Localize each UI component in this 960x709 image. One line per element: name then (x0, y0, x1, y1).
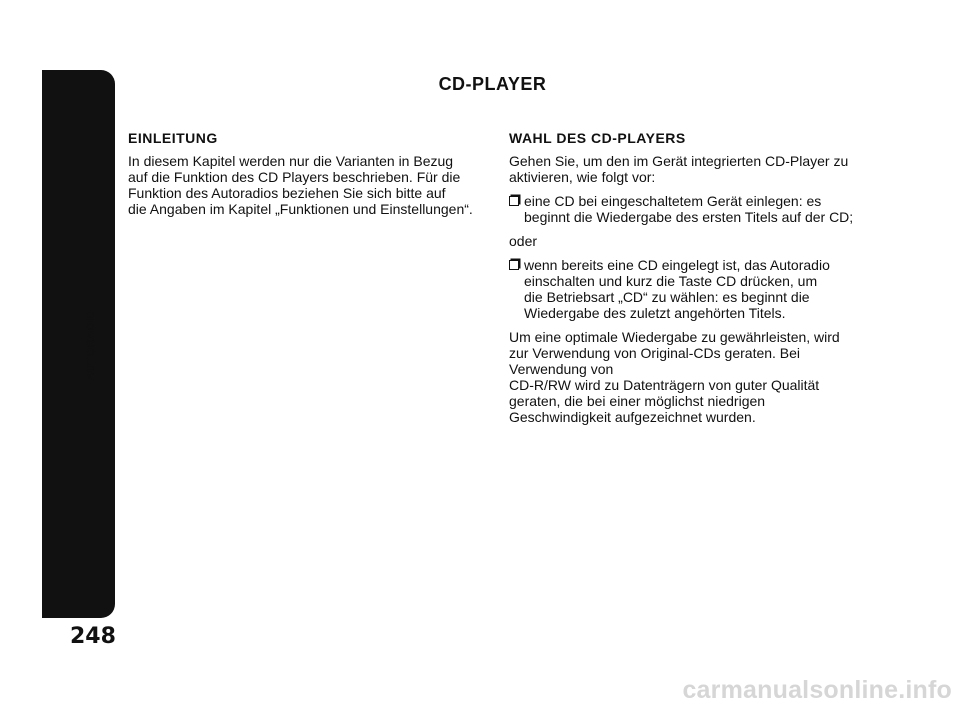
text-line: zur Verwendung von Original-CDs geraten. Bei (509, 345, 801, 361)
section-label: AUTORADIO (85, 309, 97, 381)
text-line: Wiedergabe des zuletzt angehörten Titels. (524, 305, 786, 321)
checkbox-bullet-icon (509, 196, 519, 206)
text-line: Gehen Sie, um den im Gerät integrierten CD-Player zu (509, 153, 849, 169)
text-line: CD-R/RW wird zu Datenträgern von guter Qualität (509, 377, 820, 393)
text-line: einschalten und kurz die Taste CD drücken, um (524, 273, 818, 289)
section-heading-einleitung: EINLEITUNG (128, 130, 218, 146)
intro-paragraph (128, 153, 488, 217)
right-column (509, 130, 869, 433)
text-line: Um eine optimale Wiedergabe zu gewährleisten, wird (509, 329, 840, 345)
quality-note-paragraph (509, 329, 869, 425)
text-line: beginnt die Wiedergabe des ersten Titels auf der CD; (524, 209, 854, 225)
left-column (128, 130, 488, 225)
text-line: auf die Funktion des CD Players beschrieben. Für die (128, 169, 461, 185)
text-line: In diesem Kapitel werden nur die Varianten in Bezug (128, 153, 454, 169)
text-line: Funktion des Autoradios beziehen Sie sich bitte auf (128, 185, 446, 201)
text-line: aktivieren, wie folgt vor: (509, 169, 656, 185)
text-line: eine CD bei eingeschaltetem Gerät einlegen: es (524, 193, 822, 209)
page-title: CD-PLAYER (438, 74, 547, 94)
checkbox-bullet-icon (509, 260, 519, 270)
connector-text: oder (509, 233, 538, 249)
section-sidebar-bar (42, 70, 115, 618)
text-line: Geschwindigkeit aufgezeichnet wurden. (509, 409, 756, 425)
text-line: Verwendung von (509, 361, 614, 377)
bullet-item-cd-loaded (509, 257, 869, 321)
page-number: 248 (70, 624, 116, 649)
instructions-intro (509, 153, 869, 185)
text-line: wenn bereits eine CD eingelegt ist, das Autoradio (524, 257, 830, 273)
text-line: geraten, die bei einer möglichst niedrigen (509, 393, 766, 409)
section-heading-wahl-des-cd-players: WAHL DES CD-PLAYERS (509, 130, 686, 146)
bullet-item-insert-cd (509, 193, 869, 225)
watermark-text: carmanualsonline.info (682, 676, 952, 704)
text-line: die Betriebsart „CD“ zu wählen: es beginnt die (524, 289, 810, 305)
text-line: die Angaben im Kapitel „Funktionen und Einstellungen“. (128, 201, 473, 217)
